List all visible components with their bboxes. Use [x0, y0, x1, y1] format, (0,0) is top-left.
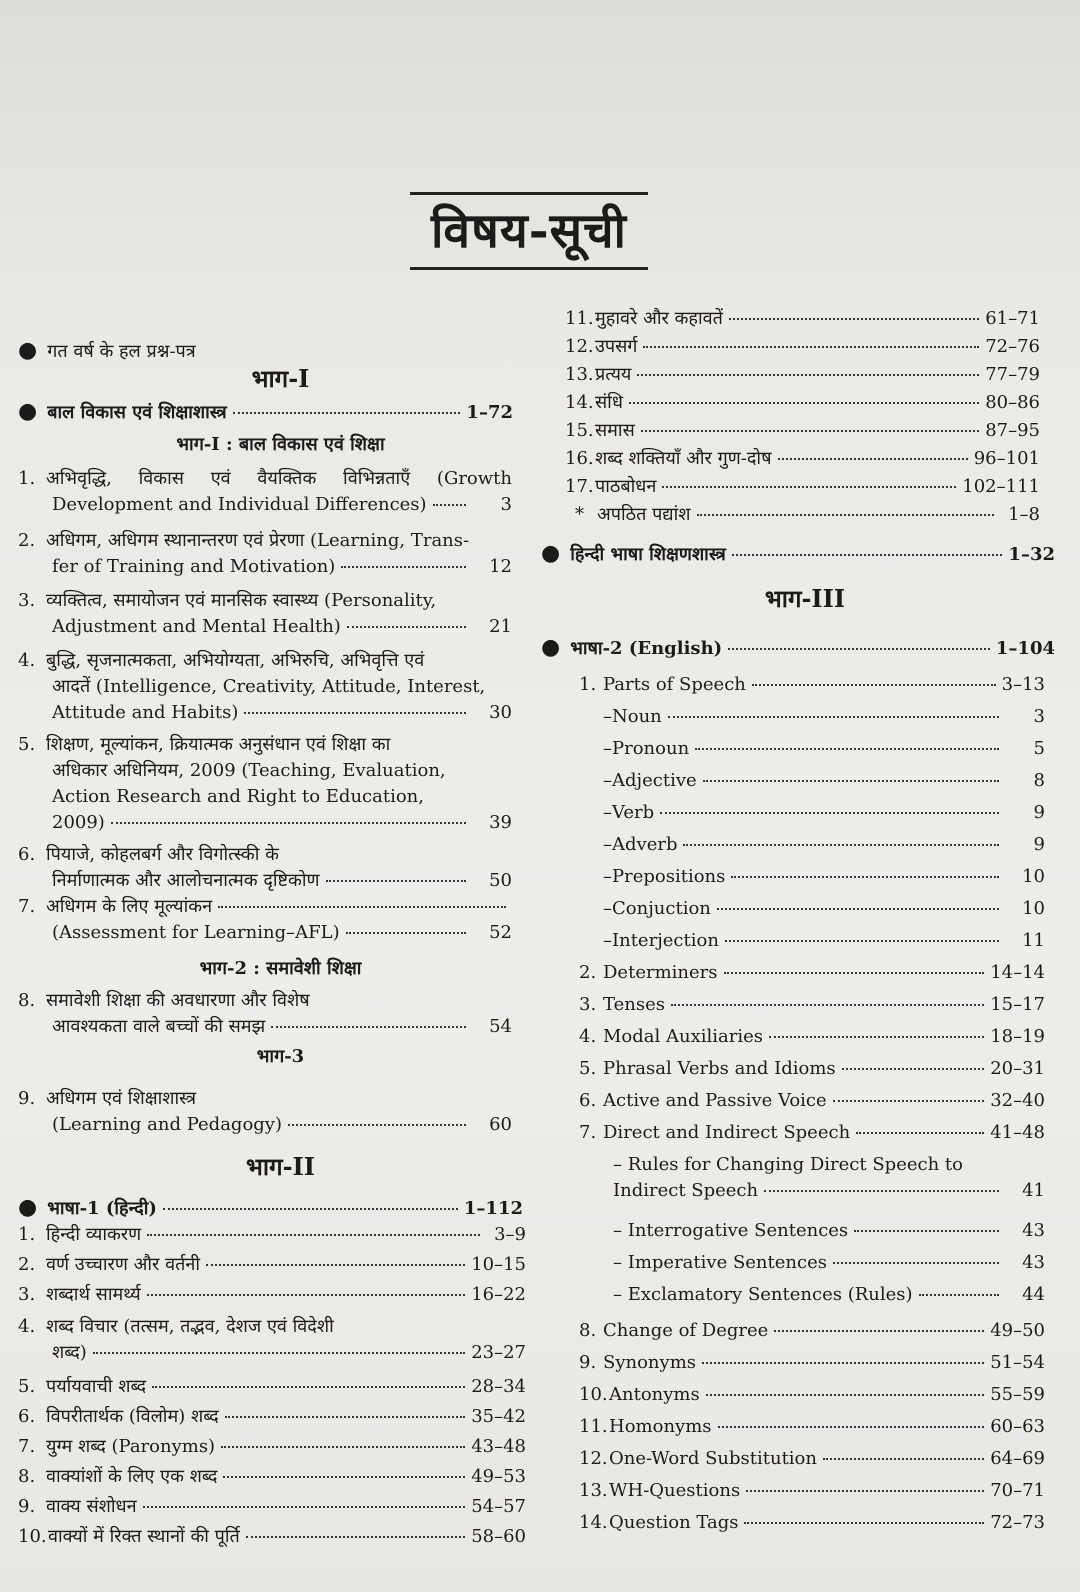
toc-entry: – Exclamatory Sentences (Rules) 44	[613, 1284, 1045, 1305]
toc-entry: 7. अधिगम के लिए मूल्यांकन (Assessment for Learning–AFL) 52	[52, 894, 512, 946]
dot-leader	[637, 374, 979, 376]
dot-leader	[111, 822, 466, 824]
dot-leader	[703, 780, 999, 782]
intro-entry	[18, 338, 196, 365]
bullet-icon: ●	[18, 1194, 38, 1220]
part2-heading: भाग-II	[245, 1152, 315, 1181]
dot-leader	[244, 712, 466, 714]
toc-entry: 11. मुहावरे और कहावतें 61–71	[565, 308, 1040, 329]
toc-entry: –Verb 9	[603, 802, 1045, 823]
part1-heading: भाग-I	[251, 364, 310, 393]
part3-heading: भाग-III	[764, 584, 846, 613]
sec4-pages: 1–104	[995, 638, 1055, 659]
bullet-icon: ●	[541, 634, 561, 660]
toc-entry: – Interrogative Sentences 43	[613, 1220, 1045, 1241]
dot-leader	[225, 1416, 465, 1418]
toc-entry: 1. अभिवृद्धि, विकास एवं वैयक्तिक विभिन्नताएँ (Growth Development and Individual Differences) 3	[52, 466, 512, 518]
dot-leader	[744, 1522, 984, 1524]
toc-entry: 17. पाठबोधन 102–111	[565, 476, 1040, 497]
sec1-entry	[18, 398, 513, 426]
dot-leader	[641, 430, 979, 432]
toc-entry: 8. Change of Degree 49–50	[579, 1320, 1045, 1341]
dot-leader	[93, 1352, 465, 1354]
dot-leader	[778, 458, 968, 460]
sec2-label: भाषा-1 (हिन्दी)	[47, 1198, 157, 1219]
entry-line: Development and Individual Differences)	[52, 494, 427, 515]
entry-line: व्यक्तित्व, समायोजन एवं मानसिक स्वास्थ्य (Personality,	[46, 590, 437, 611]
toc-entry: –Conjuction 10	[603, 898, 1045, 919]
sub1-heading: भाग-I : बाल विकास एवं शिक्षा	[176, 434, 385, 455]
sec2-pages: 1–112	[463, 1198, 523, 1219]
dot-leader	[326, 880, 466, 882]
dot-leader	[643, 346, 979, 348]
dot-leader	[143, 1506, 466, 1508]
dot-leader	[221, 1446, 465, 1448]
entry-line: 2009)	[52, 812, 105, 833]
dot-leader	[919, 1294, 999, 1296]
toc-entry: 10. Antonyms 55–59	[579, 1384, 1045, 1405]
toc-entry: 14. संधि 80–86	[565, 392, 1040, 413]
sec1-pages: 1–72	[466, 402, 513, 423]
entry-page: 3	[500, 494, 512, 515]
dot-leader	[683, 844, 999, 846]
dot-leader	[233, 412, 461, 414]
toc-entry: 8. समावेशी शिक्षा की अवधारणा और विशेष आवश्यकता वाले बच्चों की समझ 54	[52, 988, 512, 1040]
dot-leader	[147, 1294, 466, 1296]
dot-leader	[833, 1100, 985, 1102]
toc-entry: –Adjective 8	[603, 770, 1045, 791]
entry-line: अधिकार अधिनियम, 2009 (Teaching, Evaluation,	[52, 760, 446, 781]
sec2-entry	[18, 1194, 523, 1222]
dot-leader	[152, 1386, 465, 1388]
sub3-heading: भाग-3	[256, 1046, 305, 1067]
dot-leader	[246, 1536, 465, 1538]
dot-leader	[706, 1394, 984, 1396]
dot-leader	[662, 486, 956, 488]
toc-entry: 2. Determiners 14–14	[579, 962, 1045, 983]
bullet-icon: ●	[541, 540, 561, 566]
entry-line: – Rules for Changing Direct Speech to	[613, 1154, 963, 1175]
dot-leader	[769, 1036, 984, 1038]
entry-line: (Assessment for Learning–AFL)	[52, 922, 340, 943]
dot-leader	[218, 906, 506, 908]
toc-entry: 2. अधिगम, अधिगम स्थानान्तरण एवं प्रेरणा (Learning, Trans- fer of Training and Motivation) 12	[52, 528, 512, 580]
entry-line: समावेशी शिक्षा की अवधारणा और विशेष	[46, 990, 310, 1011]
entry-line: पियाजे, कोहलबर्ग और विगोत्स्की के	[46, 844, 279, 865]
toc-entry: –Noun 3	[603, 706, 1045, 727]
toc-entry: 3. व्यक्तित्व, समायोजन एवं मानसिक स्वास्थ्य (Personality, Adjustment and Mental Health) 21	[52, 588, 512, 640]
toc-entry: 2. वर्ण उच्चारण और वर्तनी 10–15	[18, 1254, 526, 1275]
dot-leader	[752, 684, 996, 686]
dot-leader	[695, 748, 999, 750]
sub2-heading: भाग-2 : समावेशी शिक्षा	[199, 958, 362, 979]
toc-entry: 15. समास 87–95	[565, 420, 1040, 441]
dot-leader	[746, 1490, 984, 1492]
toc-entry: –Pronoun 5	[603, 738, 1045, 759]
dot-leader	[718, 1426, 985, 1428]
dot-leader	[856, 1132, 984, 1134]
dot-leader	[823, 1458, 984, 1460]
dot-leader	[729, 318, 979, 320]
toc-entry: 4. Modal Auxiliaries 18–19	[579, 1026, 1045, 1047]
entry-line: आदतें (Intelligence, Creativity, Attitude, Interest,	[52, 676, 486, 697]
toc-entry: 11. Homonyms 60–63	[579, 1416, 1045, 1437]
entry-page: 60	[489, 1114, 512, 1135]
dot-leader	[629, 402, 979, 404]
title-block	[410, 192, 648, 270]
dot-leader	[660, 812, 999, 814]
dot-leader	[854, 1230, 999, 1232]
sec4-entry	[541, 634, 1055, 662]
dot-leader	[724, 972, 985, 974]
toc-entry: 6. विपरीतार्थक (विलोम) शब्द 35–42	[18, 1406, 526, 1427]
entry-line: शिक्षण, मूल्यांकन, क्रियात्मक अनुसंधान एवं शिक्षा का	[46, 734, 391, 755]
toc-entry: 7. युग्म शब्द (Paronyms) 43–48	[18, 1436, 526, 1457]
entry-line: Action Research and Right to Education,	[52, 786, 424, 807]
dot-leader	[725, 940, 999, 942]
entry-line: Adjustment and Mental Health)	[52, 616, 341, 637]
toc-entry: 3. शब्दार्थ सामर्थ्य 16–22	[18, 1284, 526, 1305]
toc-entry: 16. शब्द शक्तियाँ और गुण-दोष 96–101	[565, 448, 1040, 469]
bullet-icon: ●	[18, 398, 38, 424]
dot-leader	[717, 908, 999, 910]
toc-entry: 9. Synonyms 51–54	[579, 1352, 1045, 1373]
entry-page: 30	[489, 702, 512, 723]
dot-leader	[774, 1330, 984, 1332]
toc-entry: 12. उपसर्ग 72–76	[565, 336, 1040, 357]
entry-page: 12	[489, 556, 512, 577]
toc-entry: 6. Active and Passive Voice 32–40	[579, 1090, 1045, 1111]
dot-leader	[147, 1234, 480, 1236]
dot-leader	[347, 626, 466, 628]
bullet-icon: ●	[18, 338, 38, 363]
toc-entry: 4. बुद्धि, सृजनात्मकता, अभियोग्यता, अभिरुचि, अभिवृत्ति एवं आदतें (Intelligence, Creativity, Attitude, Interest, Attitude and Habits) 30	[52, 648, 512, 726]
toc-entry: 13. प्रत्यय 77–79	[565, 364, 1040, 385]
toc-entry: 6. पियाजे, कोहलबर्ग और विगोत्स्की के निर्माणात्मक और आलोचनात्मक दृष्टिकोण 50	[52, 842, 512, 894]
dot-leader	[702, 1362, 984, 1364]
dot-leader	[731, 876, 999, 878]
entry-line: अधिगम एवं शिक्षाशास्त्र	[46, 1088, 197, 1109]
dot-leader	[163, 1208, 458, 1210]
dot-leader	[341, 566, 466, 568]
entry-page: 50	[489, 870, 512, 891]
dot-leader	[668, 716, 999, 718]
toc-entry: –Prepositions 10	[603, 866, 1045, 887]
toc-entry: 5. पर्यायवाची शब्द 28–34	[18, 1376, 526, 1397]
toc-entry: 14. Question Tags 72–73	[579, 1512, 1045, 1533]
entry-page: 54	[489, 1016, 512, 1037]
dot-leader	[288, 1124, 466, 1126]
dot-leader	[346, 932, 466, 934]
dot-leader	[433, 504, 466, 506]
toc-entry: 10. वाक्यों में रिक्त स्थानों की पूर्ति 58–60	[18, 1526, 526, 1547]
sec4-label: भाषा-2 (English)	[570, 638, 723, 659]
page-title: विषय-सूची	[431, 203, 627, 259]
entry-line: निर्माणात्मक और आलोचनात्मक दृष्टिकोण	[52, 870, 320, 891]
toc-entry: –Adverb 9	[603, 834, 1045, 855]
toc-entry: 13. WH-Questions 70–71	[579, 1480, 1045, 1501]
entry-line: अधिगम, अधिगम स्थानान्तरण एवं प्रेरणा (Learning, Trans-	[46, 530, 470, 551]
toc-entry: – Imperative Sentences 43	[613, 1252, 1045, 1273]
dot-leader	[697, 514, 994, 516]
entry-page: 39	[489, 812, 512, 833]
toc-entry: – Rules for Changing Direct Speech to Indirect Speech 41	[613, 1154, 1045, 1201]
toc-entry: 3. Tenses 15–17	[579, 994, 1045, 1015]
dot-leader	[728, 648, 990, 650]
entry-line: (Learning and Pedagogy)	[52, 1114, 283, 1135]
toc-entry: –Interjection 11	[603, 930, 1045, 951]
entry-page: 21	[489, 616, 512, 637]
dot-leader	[671, 1004, 984, 1006]
title-bottom-rule	[410, 267, 648, 270]
entry-page: 52	[489, 922, 512, 943]
sec3-pages: 1–32	[1008, 544, 1055, 565]
sec3-entry	[541, 540, 1055, 568]
toc-entry: * अपठित पद्यांश 1–8	[575, 504, 1040, 525]
dot-leader	[271, 1026, 466, 1028]
toc-entry: 5. शिक्षण, मूल्यांकन, क्रियात्मक अनुसंधान एवं शिक्षा का अधिकार अधिनियम, 2009 (Teaching, Evaluation, Action Research and Right to Education, 2009) 39	[52, 732, 512, 836]
entry-line: अधिगम के लिए मूल्यांकन	[46, 896, 213, 917]
dot-leader	[223, 1476, 465, 1478]
toc-entry: 7. Direct and Indirect Speech 41–48	[579, 1122, 1045, 1143]
entry-line: Attitude and Habits)	[52, 702, 239, 723]
entry-line: अभिवृद्धि, विकास एवं वैयक्तिक विभिन्नताएँ (Growth	[46, 468, 512, 489]
toc-entry: 1. Parts of Speech 3–13	[579, 674, 1045, 695]
dot-leader	[206, 1264, 465, 1266]
dot-leader	[732, 554, 1003, 556]
dot-leader	[764, 1190, 999, 1192]
sec1-label: बाल विकास एवं शिक्षाशास्त्र	[47, 402, 227, 423]
toc-entry: 8. वाक्यांशों के लिए एक शब्द 49–53	[18, 1466, 526, 1487]
toc-entry: 5. Phrasal Verbs and Idioms 20–31	[579, 1058, 1045, 1079]
entry-line: fer of Training and Motivation)	[52, 556, 336, 577]
toc-entry: 12. One-Word Substitution 64–69	[579, 1448, 1045, 1469]
entry-line: आवश्यकता वाले बच्चों की समझ	[52, 1016, 266, 1037]
sec3-label: हिन्दी भाषा शिक्षणशास्त्र	[570, 544, 726, 565]
entry-line: बुद्धि, सृजनात्मकता, अभियोग्यता, अभिरुचि, अभिवृत्ति एवं	[46, 650, 425, 671]
dot-leader	[842, 1068, 985, 1070]
toc-entry: 9. वाक्य संशोधन 54–57	[18, 1496, 526, 1517]
toc-entry: 9. अधिगम एवं शिक्षाशास्त्र (Learning and Pedagogy) 60	[52, 1086, 512, 1138]
intro-label: गत वर्ष के हल प्रश्न-पत्र	[47, 341, 196, 362]
toc-entry: 4. शब्द विचार (तत्सम, तद्भव, देशज एवं विदेशी शब्द) 23–27	[18, 1316, 526, 1363]
toc-entry: 1. हिन्दी व्याकरण 3–9	[18, 1224, 526, 1245]
dot-leader	[833, 1262, 999, 1264]
